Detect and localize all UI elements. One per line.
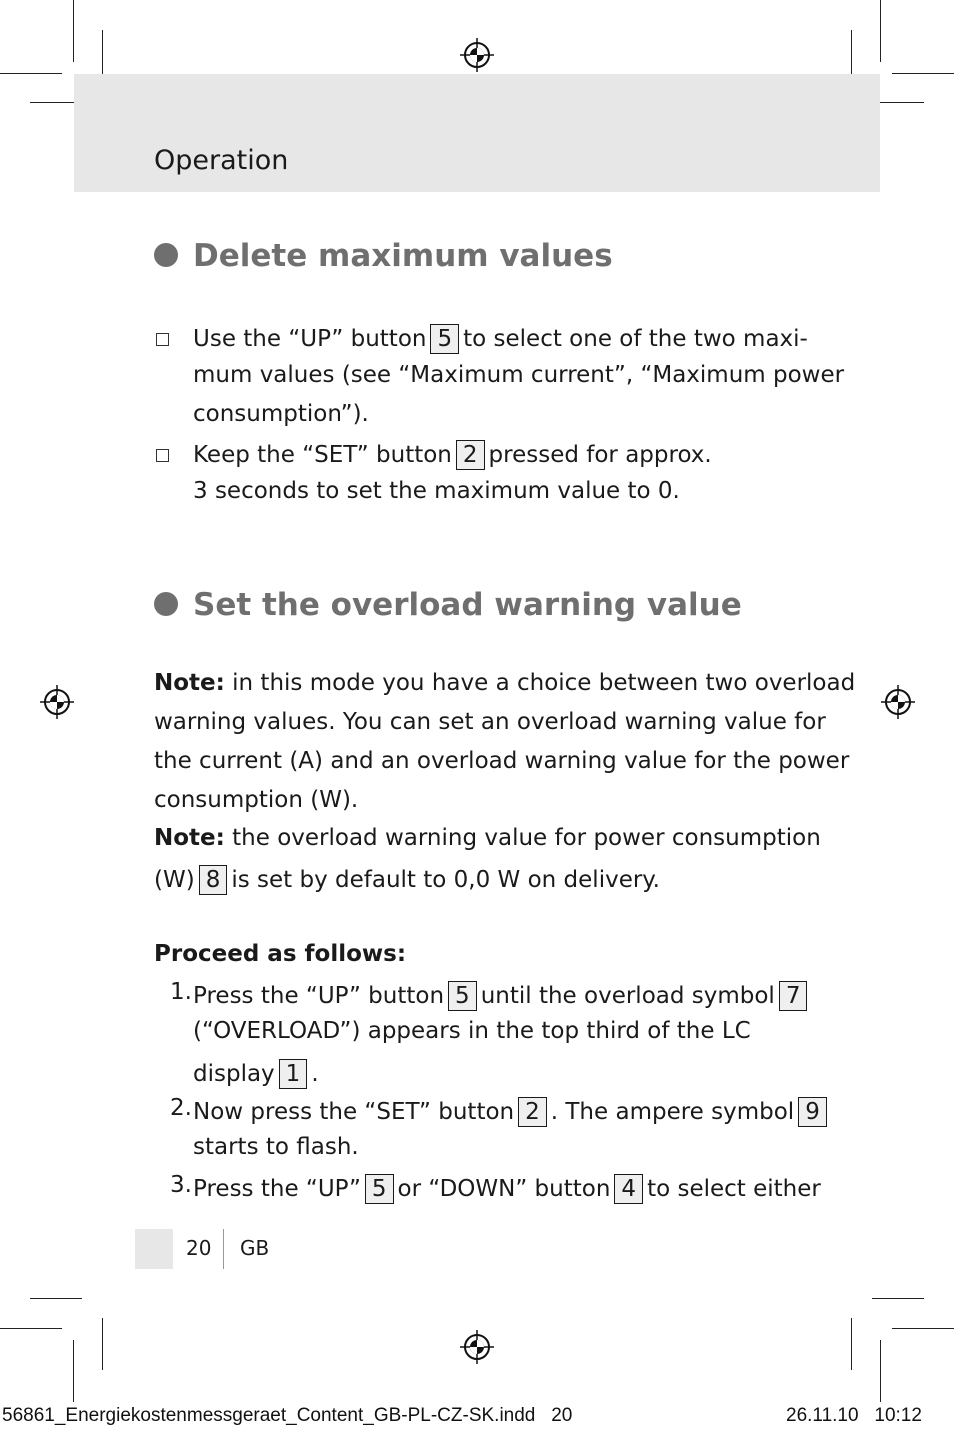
heading-overload: Set the overload warning value <box>193 587 742 623</box>
text: or “DOWN” button <box>397 1176 611 1202</box>
crop-mark <box>892 1328 954 1329</box>
text: is set by default to 0,0 W on delivery. <box>231 867 660 893</box>
print-slug-date: 26.11.10 10:12 <box>786 1405 922 1426</box>
text: pressed for approx. <box>488 442 712 468</box>
note1-line3: the current (A) and an overload warning value for the power <box>154 748 850 774</box>
language-code: GB <box>240 1236 270 1260</box>
note2-line1 <box>154 827 821 850</box>
note1-line2: warning values. You can set an overload warning value for <box>154 709 826 735</box>
bullet-square-icon <box>156 333 169 346</box>
step1-line2: (“OVERLOAD”) appears in the top third of the LC <box>193 1018 751 1044</box>
text: to select either <box>647 1176 821 1202</box>
crop-mark <box>102 1318 103 1370</box>
ref-box: 4 <box>614 1174 643 1204</box>
heading-bullet-icon <box>154 592 178 616</box>
text: to select one of the two maxi- <box>463 326 808 352</box>
text: . The ampere symbol <box>550 1099 795 1125</box>
bullet2-line2: 3 seconds to set the maximum value to 0. <box>193 478 680 504</box>
note-label: Note: <box>154 670 225 696</box>
registration-mark-icon <box>881 685 915 719</box>
ref-box-set-button: 2 <box>456 440 485 470</box>
note1-line1 <box>154 672 855 695</box>
text: Use the “UP” button <box>193 326 427 352</box>
text: (W) <box>154 867 195 893</box>
step2-num: 2. <box>170 1095 192 1121</box>
crop-mark <box>73 1340 74 1402</box>
ref-box: 1 <box>279 1059 308 1089</box>
crop-mark <box>880 1340 881 1402</box>
crop-mark <box>892 73 954 74</box>
proceed-heading: Proceed as follows: <box>154 941 407 967</box>
ref-box: 5 <box>365 1174 394 1204</box>
section-label: Operation <box>154 145 289 176</box>
step2-line2: starts to flash. <box>193 1134 359 1160</box>
bullet1-line2: mum values (see “Maximum current”, “Maximum power <box>193 362 845 388</box>
heading-bullet-icon <box>154 243 178 267</box>
ref-box-up-button: 5 <box>430 324 459 354</box>
crop-mark <box>73 0 74 62</box>
footer-divider <box>223 1229 224 1269</box>
ref-box: 9 <box>798 1097 827 1127</box>
text: Press the “UP” button <box>193 983 445 1009</box>
ref-box: 5 <box>448 981 477 1011</box>
ref-box-power: 8 <box>199 865 228 895</box>
registration-mark-icon <box>460 1330 494 1364</box>
ref-box: 2 <box>518 1097 547 1127</box>
note1-line4: consumption (W). <box>154 787 359 813</box>
registration-mark-icon <box>40 685 74 719</box>
heading-delete-max: Delete maximum values <box>193 238 613 274</box>
step1-line1 <box>193 981 811 1011</box>
crop-mark <box>872 1298 924 1299</box>
step1-line3 <box>193 1059 319 1089</box>
text: until the overload symbol <box>480 983 775 1009</box>
step2-line1 <box>193 1097 831 1127</box>
text: the overload warning value for power consumption <box>232 825 821 851</box>
bullet1-line3: consumption”). <box>193 401 369 427</box>
crop-mark <box>851 1318 852 1370</box>
text: . <box>311 1061 319 1087</box>
crop-mark <box>30 1298 82 1299</box>
bullet-square-icon <box>156 449 169 462</box>
note2-line2 <box>154 865 660 895</box>
text: Press the “UP” <box>193 1176 361 1202</box>
crop-mark <box>0 73 62 74</box>
note-label: Note: <box>154 825 225 851</box>
page-number: 20 <box>186 1236 212 1260</box>
bullet2-line1 <box>193 440 712 470</box>
crop-mark <box>880 0 881 62</box>
ref-box: 7 <box>779 981 808 1011</box>
text: display <box>193 1061 275 1087</box>
step3-line1 <box>193 1174 821 1204</box>
print-slug-file: 56861_Energiekostenmessgeraet_Content_GB-PL-CZ-SK.indd 20 <box>2 1405 573 1426</box>
text: in this mode you have a choice between two overload <box>232 670 856 696</box>
step3-num: 3. <box>170 1172 192 1198</box>
text: Now press the “SET” button <box>193 1099 515 1125</box>
bullet1-line1 <box>193 324 808 354</box>
footer-tab <box>135 1229 173 1269</box>
text: Keep the “SET” button <box>193 442 452 468</box>
step1-num: 1. <box>170 979 192 1005</box>
crop-mark <box>0 1328 62 1329</box>
registration-mark-icon <box>460 38 494 72</box>
